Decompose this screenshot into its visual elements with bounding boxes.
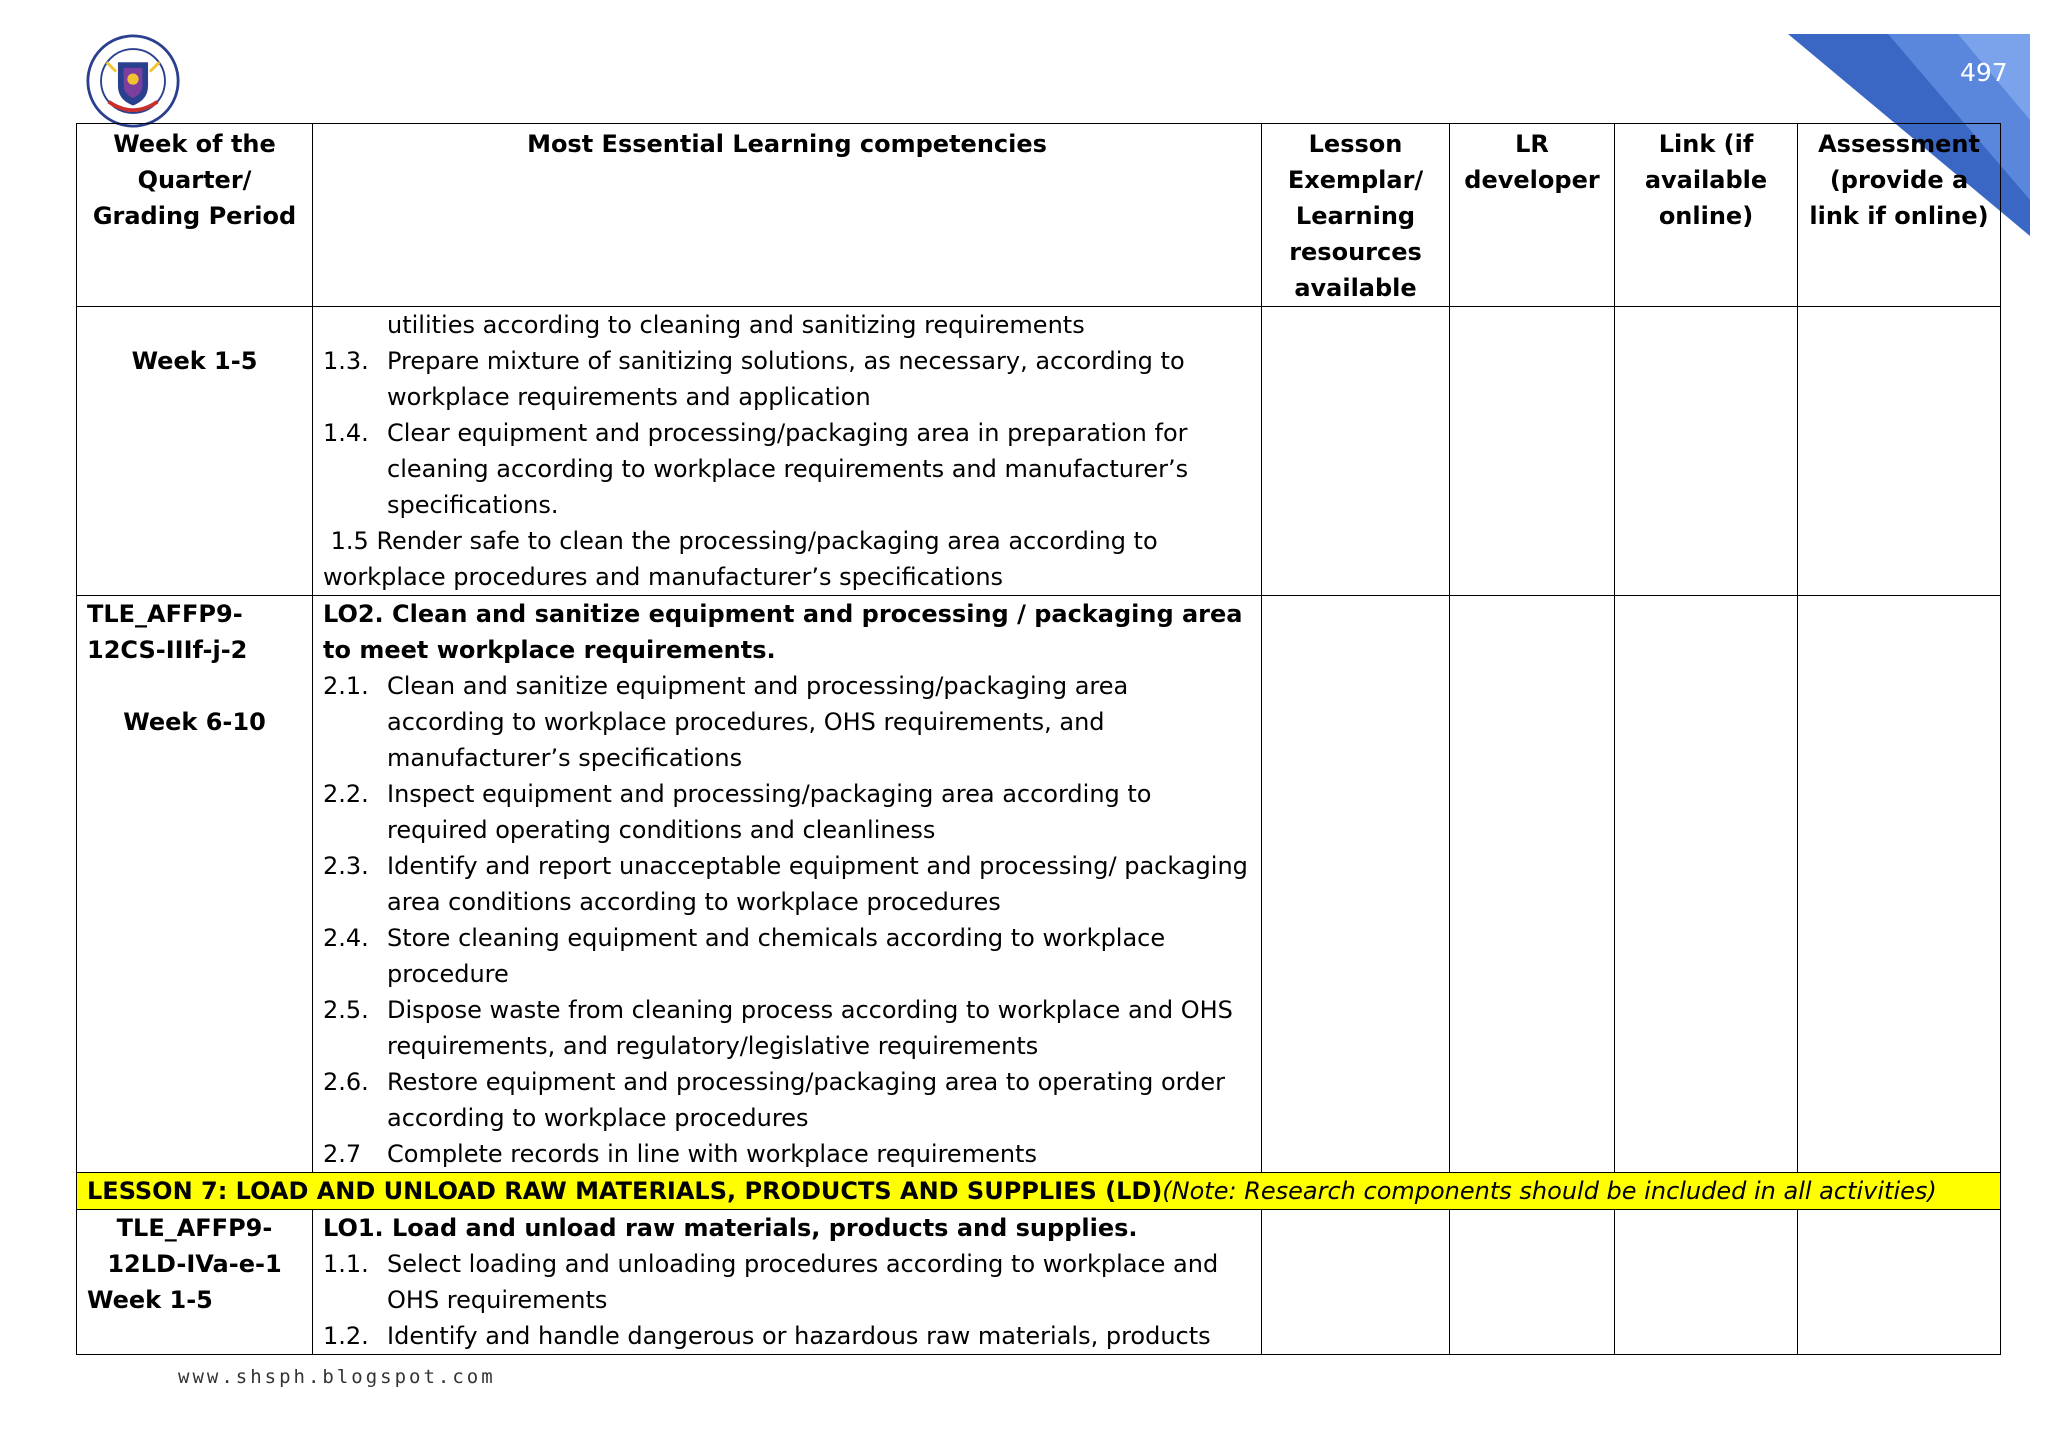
table-row xyxy=(77,1210,2001,1355)
lesson-title-cell xyxy=(77,1173,2001,1210)
list-item xyxy=(323,668,1251,776)
header-week: Week of the Quarter/ Grading Period xyxy=(77,124,313,307)
table-header-row xyxy=(77,124,2001,307)
learning-outcome: LO1. Load and unload raw materials, products and supplies. xyxy=(323,1214,1138,1242)
item-number: 1.1. xyxy=(323,1250,369,1278)
footer-url: www.shsph.blogspot.com xyxy=(178,1366,496,1388)
deped-seal-logo xyxy=(86,34,180,128)
item-number: 1.3. xyxy=(323,347,369,375)
item-text: Identify and handle dangerous or hazardous raw materials, products xyxy=(387,1322,1211,1350)
item-text: Restore equipment and processing/packaging area to operating order according to workplace procedures xyxy=(387,1068,1225,1132)
item-number: 2.7 xyxy=(323,1140,362,1168)
item-text: Clear equipment and processing/packaging area in preparation for cleaning according to workplace requirements and manufacturer’s specifications. xyxy=(387,419,1189,519)
item-number: 1.2. xyxy=(323,1322,369,1350)
item-text: Complete records in line with workplace requirements xyxy=(387,1140,1037,1168)
list-item xyxy=(323,343,1251,415)
week-cell xyxy=(77,596,313,1173)
item-number: 2.5. xyxy=(323,996,369,1024)
competencies-cell xyxy=(313,596,1262,1173)
list-item xyxy=(323,1318,1251,1354)
continued-text: utilities according to cleaning and sanitizing requirements xyxy=(387,311,1085,339)
list-item xyxy=(323,1246,1251,1318)
list-item xyxy=(323,848,1251,920)
item-text: Clean and sanitize equipment and processing/packaging area according to workplace procedures, OHS requirements, and manufacturer’s specifications xyxy=(387,672,1129,772)
competencies-cell xyxy=(313,307,1262,596)
lesson-header-row xyxy=(77,1173,2001,1210)
list-item xyxy=(323,776,1251,848)
item-text: Prepare mixture of sanitizing solutions, as necessary, according to workplace requirements and application xyxy=(387,347,1185,411)
lesson-title: LESSON 7: LOAD AND UNLOAD RAW MATERIALS, PRODUCTS AND SUPPLIES (LD) xyxy=(87,1177,1163,1205)
competency-code: TLE_AFFP9-12LD-IVa-e-1 xyxy=(107,1214,282,1278)
item-number: 2.3. xyxy=(323,852,369,880)
list-item xyxy=(323,1136,1251,1172)
table-row xyxy=(77,596,2001,1173)
header-link: Link (if available online) xyxy=(1615,124,1798,307)
header-lesson-exemplar: Lesson Exemplar/ Learning resources available xyxy=(1262,124,1450,307)
table-row xyxy=(77,307,2001,596)
list-item xyxy=(323,1064,1251,1136)
page-number: 497 xyxy=(1960,58,2008,87)
item-number: 1.4. xyxy=(323,419,369,447)
learning-outcome: LO2. Clean and sanitize equipment and processing / packaging area to meet workplace requirements. xyxy=(323,600,1243,664)
header-lr-developer: LR developer xyxy=(1450,124,1615,307)
item-number: 2.2. xyxy=(323,780,369,808)
week-label: Week 1-5 xyxy=(131,347,258,375)
item-text: Store cleaning equipment and chemicals according to workplace procedure xyxy=(387,924,1166,988)
item-text: 1.5 Render safe to clean the processing/packaging area according to workplace procedures and manufacturer’s specifications xyxy=(323,527,1166,591)
week-cell xyxy=(77,1210,313,1355)
item-number: 2.6. xyxy=(323,1068,369,1096)
competency-code: TLE_AFFP9-12CS-IIIf-j-2 xyxy=(87,600,248,664)
mel-table xyxy=(76,123,2001,1355)
header-competencies: Most Essential Learning competencies xyxy=(313,124,1262,307)
item-text: Identify and report unacceptable equipment and processing/ packaging area conditions according to workplace procedures xyxy=(387,852,1248,916)
competencies-cell xyxy=(313,1210,1262,1355)
list-item xyxy=(323,920,1251,992)
item-text: Select loading and unloading procedures according to workplace and OHS requirements xyxy=(387,1250,1219,1314)
item-text: Dispose waste from cleaning process according to workplace and OHS requirements, and regulatory/legislative requirements xyxy=(387,996,1233,1060)
item-number: 2.1. xyxy=(323,672,369,700)
week-label: Week 6-10 xyxy=(123,708,266,736)
item-text: Inspect equipment and processing/packaging area according to required operating conditions and cleanliness xyxy=(387,780,1152,844)
header-assessment: Assessment (provide a link if online) xyxy=(1798,124,2001,307)
list-item xyxy=(323,415,1251,523)
item-number: 2.4. xyxy=(323,924,369,952)
week-cell xyxy=(77,307,313,596)
list-item xyxy=(323,992,1251,1064)
lesson-note: (Note: Research components should be included in all activities) xyxy=(1162,1177,1937,1205)
week-label: Week 1-5 xyxy=(87,1286,213,1314)
